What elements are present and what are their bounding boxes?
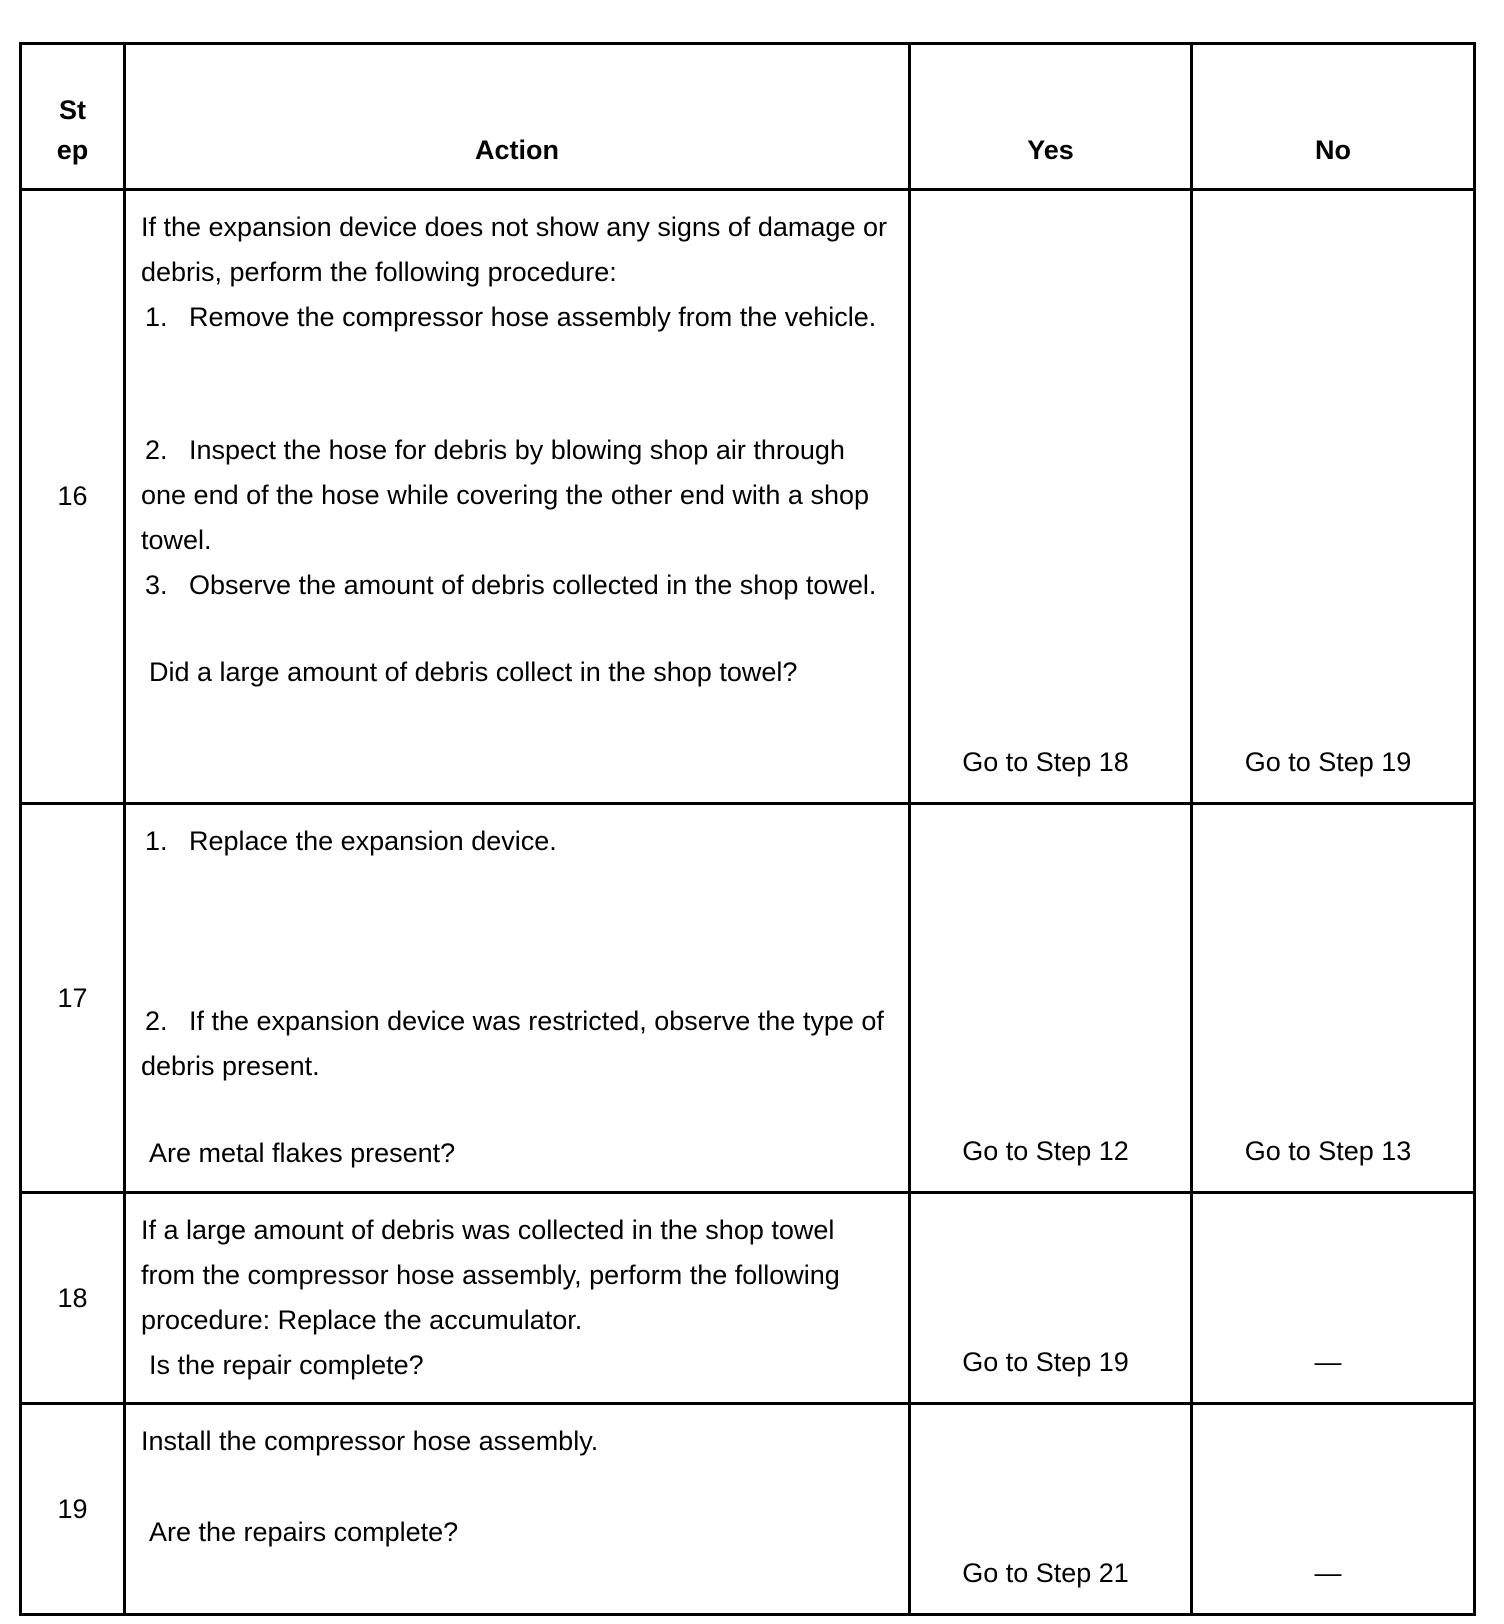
action-cell <box>125 1193 910 1404</box>
no-cell <box>1192 190 1475 804</box>
header-step <box>21 44 125 190</box>
table-row <box>21 804 1475 1193</box>
action-question: Did a large amount of debris collect in the shop towel? <box>149 657 798 687</box>
action-question: Is the repair complete? <box>149 1350 424 1380</box>
header-step-line2: ep <box>56 135 89 165</box>
step-number: 16 <box>21 190 125 804</box>
list-item: 1. Remove the compressor hose assembly from the vehicle. <box>145 302 877 332</box>
no-cell <box>1192 1193 1475 1404</box>
no-cell <box>1192 1404 1475 1615</box>
yes-cell <box>910 804 1192 1193</box>
header-yes: Yes <box>910 44 1192 190</box>
no-answer: Go to Step 19 <box>1244 747 1412 777</box>
yes-cell <box>910 1193 1192 1404</box>
table-row <box>21 1404 1475 1615</box>
list-item: 3. Observe the amount of debris collected in the shop towel. <box>145 570 877 600</box>
yes-answer: Go to Step 21 <box>962 1558 1129 1588</box>
list-item: 2. If the expansion device was restricted, observe the type of debris present. <box>141 1006 884 1081</box>
action-cell <box>125 1404 910 1615</box>
header-step-line1: St <box>59 95 86 125</box>
table-header-row <box>21 44 1475 190</box>
step-number: 19 <box>21 1404 125 1615</box>
list-item: 1. Replace the expansion device. <box>145 826 557 856</box>
yes-answer: Go to Step 18 <box>962 747 1129 777</box>
no-answer: — <box>1314 1347 1342 1377</box>
list-item: 2. Inspect the hose for debris by blowing shop air through one end of the hose while covering the other end with a shop towel. <box>141 435 869 555</box>
no-answer: — <box>1314 1558 1342 1588</box>
action-intro: If a large amount of debris was collected in the shop towel from the compressor hose assembly, perform the following procedure: Replace the accumulator. <box>141 1215 840 1335</box>
action-question: Are metal flakes present? <box>149 1138 456 1168</box>
no-answer: Go to Step 13 <box>1244 1136 1412 1166</box>
action-cell <box>125 190 910 804</box>
action-intro: Install the compressor hose assembly. <box>141 1426 599 1456</box>
action-question: Are the repairs complete? <box>149 1517 459 1547</box>
yes-cell <box>910 190 1192 804</box>
action-cell <box>125 804 910 1193</box>
diagnostic-steps-table <box>19 42 1476 1616</box>
yes-answer: Go to Step 19 <box>962 1347 1129 1377</box>
no-cell <box>1192 804 1475 1193</box>
action-intro: If the expansion device does not show any signs of damage or debris, perform the following procedure: <box>141 212 887 287</box>
yes-cell <box>910 1404 1192 1615</box>
table-row <box>21 190 1475 804</box>
table-row <box>21 1193 1475 1404</box>
step-number: 17 <box>21 804 125 1193</box>
yes-answer: Go to Step 12 <box>962 1136 1129 1166</box>
header-no: No <box>1192 44 1475 190</box>
header-action: Action <box>125 44 910 190</box>
step-number: 18 <box>21 1193 125 1404</box>
